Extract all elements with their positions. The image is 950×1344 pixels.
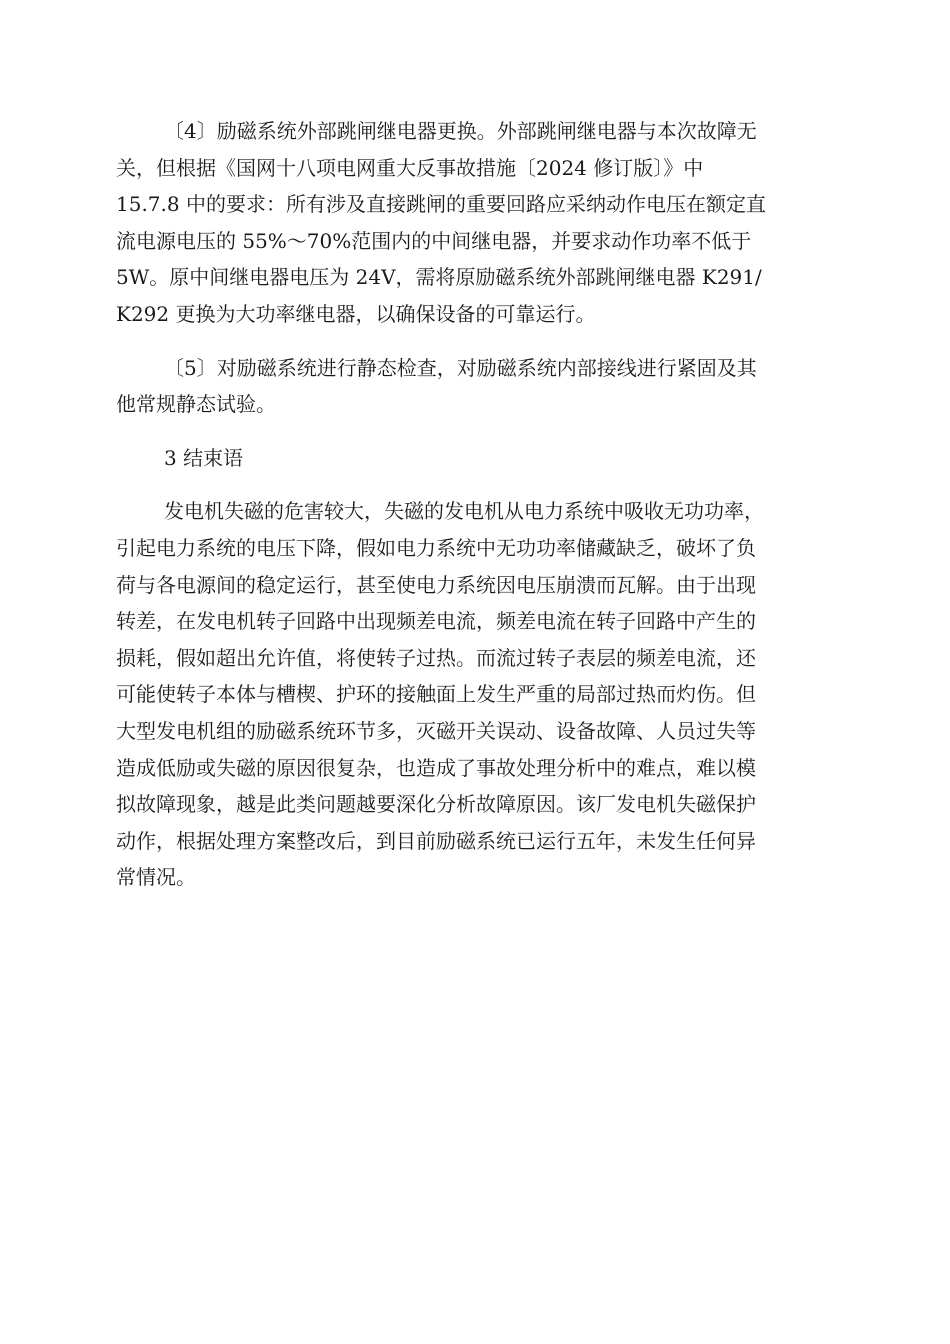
text-line: 5W。原中间继电器电压为 24V，需将原励磁系统外部跳闸继电器 K291/ bbox=[116, 265, 762, 290]
document-body bbox=[116, 113, 832, 896]
text-line: 发电机失磁的危害较大，失磁的发电机从电力系统中吸收无功功率， bbox=[164, 499, 764, 524]
paragraph-item-5 bbox=[116, 350, 832, 423]
text-line: 可能使转子本体与槽楔、护环的接触面上发生严重的局部过热而灼伤。但 bbox=[116, 682, 756, 707]
text-line: 荷与各电源间的稳定运行，甚至使电力系统因电压崩溃而瓦解。由于出现 bbox=[116, 572, 756, 597]
paragraph-item-4 bbox=[116, 113, 832, 333]
text-line: 流电源电压的 55%～70%范围内的中间继电器，并要求动作功率不低于 bbox=[116, 228, 752, 253]
text-line: 损耗，假如超出允许值，将使转子过热。而流过转子表层的频差电流，还 bbox=[116, 645, 756, 670]
text-line: 造成低励或失磁的原因很复杂，也造成了事故处理分析中的难点，难以模 bbox=[116, 755, 756, 780]
text-line: K292 更换为大功率继电器，以确保设备的可靠运行。 bbox=[116, 301, 596, 326]
text-line: 关，但根据《国网十八项电网重大反事故措施〔2024 修订版〕》中 bbox=[116, 155, 704, 180]
text-line: 〔5〕对励磁系统进行静态检查，对励磁系统内部接线进行紧固及其 bbox=[164, 355, 757, 380]
text-line: 15.7.8 中的要求：所有涉及直接跳闸的重要回路应采纳动作电压在额定直 bbox=[116, 192, 766, 217]
text-line: 〔4〕励磁系统外部跳闸继电器更换。外部跳闸继电器与本次故障无 bbox=[164, 119, 757, 143]
section-heading bbox=[116, 440, 832, 477]
text-line: 大型发电机组的励磁系统环节多，灭磁开关误动、设备故障、人员过失等 bbox=[116, 718, 756, 743]
text-line: 拟故障现象，越是此类问题越要深化分析故障原因。该厂发电机失磁保护 bbox=[116, 792, 756, 817]
text-line: 转差，在发电机转子回路中出现频差电流，频差电流在转子回路中产生的 bbox=[116, 609, 756, 634]
text-line: 引起电力系统的电压下降，假如电力系统中无功功率储藏缺乏，破坏了负 bbox=[116, 535, 756, 560]
text-line: 他常规静态试验。 bbox=[116, 392, 276, 417]
text-line: 常情况。 bbox=[116, 865, 196, 890]
heading-text: 3 结束语 bbox=[164, 445, 244, 470]
conclusion-paragraph bbox=[116, 493, 832, 896]
text-line: 动作，根据处理方案整改后，到目前励磁系统已运行五年，未发生任何异 bbox=[116, 828, 756, 853]
